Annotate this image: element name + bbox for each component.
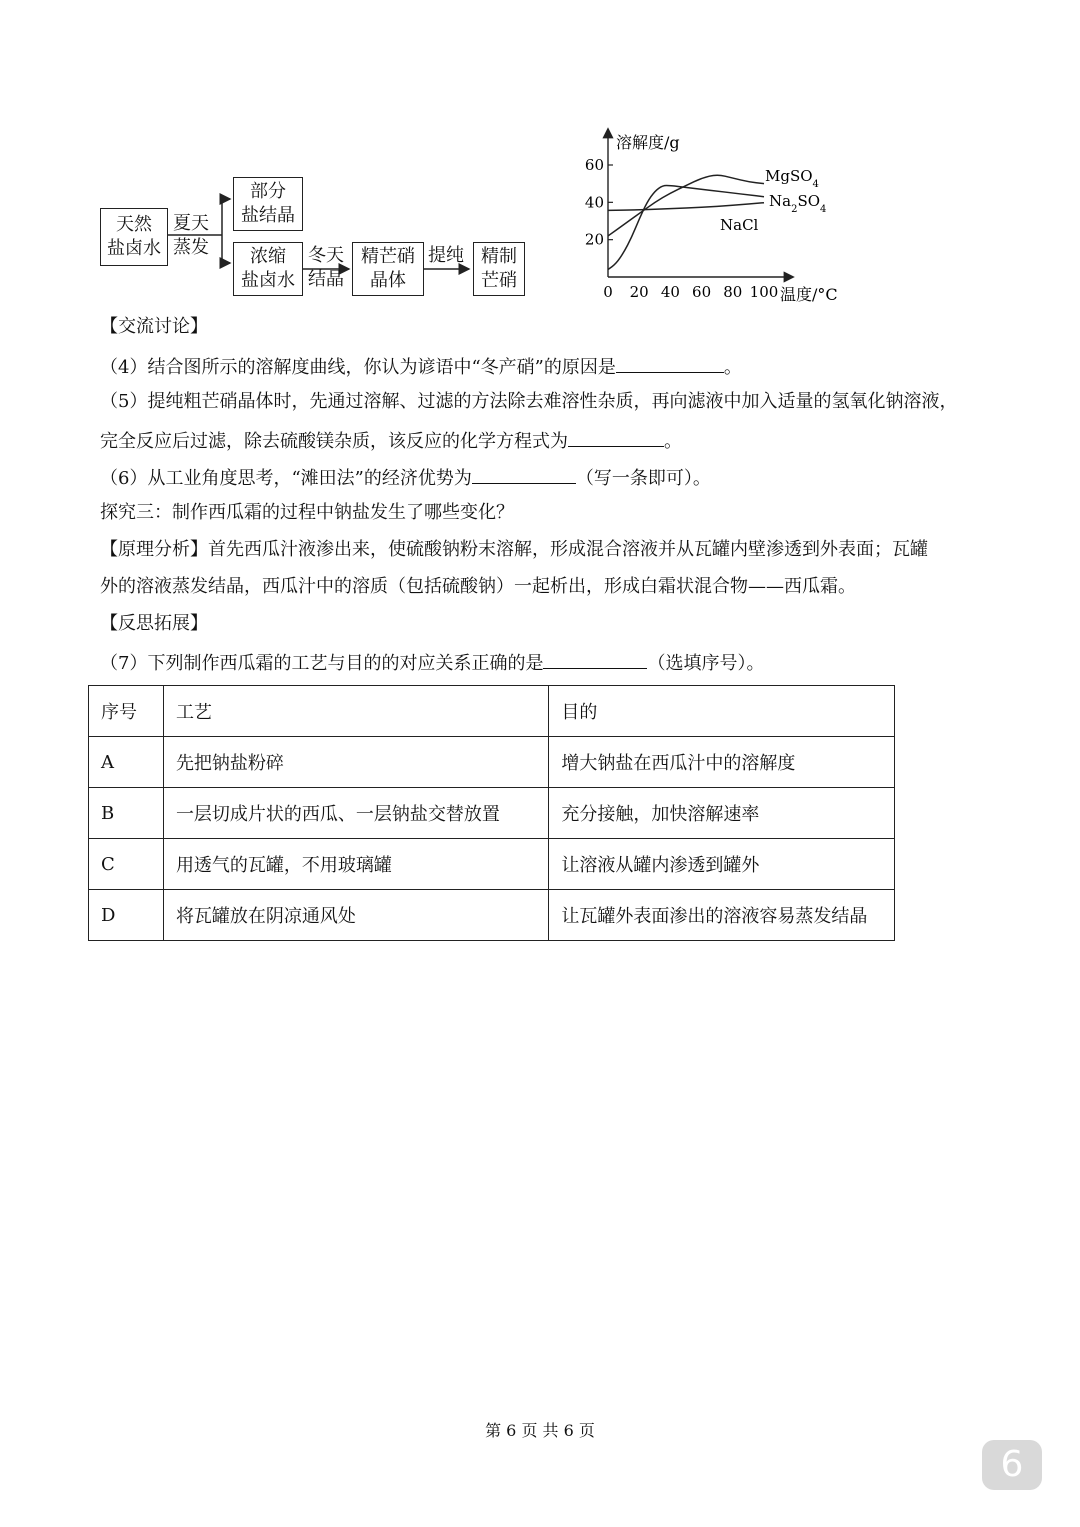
answer-blank-q4[interactable] <box>616 352 724 373</box>
explore-3-heading: 探究三：制作西瓜霜的过程中钠盐发生了哪些变化？ <box>100 502 514 523</box>
x-tick-label: 20 <box>629 283 649 301</box>
cell-index: D <box>89 890 164 941</box>
cell-index: A <box>89 737 164 788</box>
series-line-nacl <box>608 203 764 211</box>
cell-process: 先把钠盐粉碎 <box>163 737 548 788</box>
answer-blank-q5[interactable] <box>568 426 664 447</box>
answer-blank-q6[interactable] <box>472 463 576 484</box>
box-concentrated-brine: 浓缩 盐卤水 <box>233 242 303 296</box>
process-purpose-table <box>88 685 895 941</box>
question-6: （6）从工业角度思考，“滩田法”的经济优势为 （写一条即可）。 <box>100 463 711 492</box>
page-number-badge: 6 <box>982 1440 1042 1490</box>
cell-purpose: 让瓦罐外表面渗出的溶液容易蒸发结晶 <box>549 890 895 941</box>
y-axis-label: 溶解度/g <box>616 133 680 152</box>
label-purify: 提纯 <box>428 245 464 266</box>
question-7: （7）下列制作西瓜霜的工艺与目的的对应关系正确的是 （选填序号）。 <box>100 648 764 677</box>
question-4: （4）结合图所示的溶解度曲线，你认为谚语中“冬产硝”的原因是 。 <box>100 352 742 381</box>
reflect-heading: 【反思拓展】 <box>100 613 208 634</box>
header-index: 序号 <box>89 686 164 737</box>
box-text: 天然 <box>116 214 152 235</box>
x-tick-label: 40 <box>660 283 680 301</box>
cell-process: 用透气的瓦罐，不用玻璃罐 <box>163 839 548 890</box>
series-label-nacl: NaCl <box>720 216 759 234</box>
box-natural-brine <box>100 208 168 266</box>
series-label-na2so4: $Na_2SO_4$ <box>769 192 827 215</box>
cell-purpose: 充分接触，加快溶解速率 <box>549 788 895 839</box>
y-tick-label: 20 <box>584 230 604 249</box>
box-text: 盐卤水 <box>107 238 161 259</box>
y-tick-label: 60 <box>584 156 604 174</box>
table-row <box>89 890 895 941</box>
principle-analysis-line1: 【原理分析】首先西瓜汁液渗出来，使硫酸钠粉末溶解，形成混合溶液并从瓦罐内壁渗透到外表面；瓦罐 <box>100 539 928 560</box>
cell-index: B <box>89 788 164 839</box>
table-row <box>89 737 895 788</box>
header-process: 工艺 <box>163 686 548 737</box>
x-tick-label: 100 <box>749 283 779 301</box>
discussion-heading: 【交流讨论】 <box>100 316 208 337</box>
question-5-line1: （5）提纯粗芒硝晶体时，先通过溶解、过滤的方法除去难溶性杂质，再向滤液中加入适量的氢氧化钠溶液， <box>100 391 958 412</box>
label-summer-evaporation: 夏天 蒸发 <box>173 213 209 258</box>
series-label-mgso4: MgSO$_4$ <box>765 167 819 190</box>
cell-purpose: 增大钠盐在西瓜汁中的溶解度 <box>549 737 895 788</box>
principle-analysis-line2: 外的溶液蒸发结晶，西瓜汁中的溶质（包括硫酸钠）一起析出，形成白霜状混合物——西瓜霜。 <box>100 576 856 597</box>
page-footer: 第 6 页 共 6 页 <box>485 1421 595 1440</box>
table-row <box>89 788 895 839</box>
x-tick-label: 80 <box>723 283 743 301</box>
y-tick-label: 40 <box>584 193 604 212</box>
cell-purpose: 让溶液从罐内渗透到罐外 <box>549 839 895 890</box>
cell-process: 将瓦罐放在阴凉通风处 <box>163 890 548 941</box>
box-glauber-crystal: 精芒硝 晶体 <box>352 242 424 296</box>
answer-blank-q7[interactable] <box>543 648 647 669</box>
header-purpose: 目的 <box>549 686 895 737</box>
solubility-chart <box>560 120 860 314</box>
table-row <box>89 839 895 890</box>
box-partial-salt-crystal: 部分 盐结晶 <box>233 177 303 231</box>
cell-index: C <box>89 839 164 890</box>
x-axis-label: 温度/°C <box>780 285 838 304</box>
table-header-row <box>89 686 895 737</box>
x-tick-label: 60 <box>692 283 712 301</box>
label-winter-crystallize: 冬天 结晶 <box>308 245 344 290</box>
question-5-line2: 完全反应后过滤，除去硫酸镁杂质，该反应的化学方程式为 。 <box>100 426 682 455</box>
solubility-chart-svg <box>560 120 860 310</box>
cell-process: 一层切成片状的西瓜、一层钠盐交替放置 <box>163 788 548 839</box>
x-tick-label: 0 <box>603 283 613 301</box>
box-refined-glauber: 精制 芒硝 <box>473 242 525 296</box>
